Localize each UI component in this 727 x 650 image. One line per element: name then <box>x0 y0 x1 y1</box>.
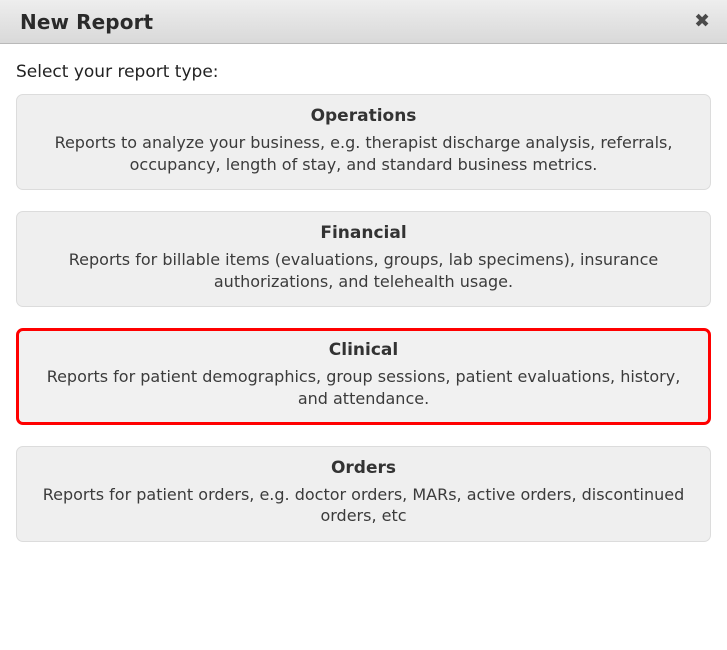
report-type-card-clinical[interactable] <box>16 328 711 424</box>
card-title: Financial <box>320 223 407 244</box>
dialog-body <box>0 44 727 650</box>
report-type-card-financial[interactable] <box>16 211 711 307</box>
prompt-label: Select your report type: <box>16 62 219 82</box>
close-icon[interactable]: ✖ <box>694 10 710 32</box>
card-title: Operations <box>310 106 417 126</box>
card-description: Reports for patient demographics, group sessions, patient evaluations, history, and attendance. <box>46 367 681 408</box>
report-type-card-operations[interactable] <box>16 94 711 190</box>
card-description: Reports for patient orders, e.g. doctor orders, MARs, active orders, discontinued orders, etc <box>42 484 685 526</box>
dialog-titlebar <box>0 0 727 44</box>
dialog-title: New Report <box>20 9 154 34</box>
card-title: Clinical <box>328 340 399 361</box>
card-title: Orders <box>330 457 397 478</box>
card-description: Reports for billable items (evaluations, groups, lab specimens), insurance authorizations, and telehealth usage. <box>68 250 659 291</box>
card-description: Reports to analyze your business, e.g. therapist discharge analysis, referrals, occupancy, length of stay, and standard business metrics. <box>54 133 673 174</box>
report-type-card-orders[interactable] <box>16 446 711 542</box>
